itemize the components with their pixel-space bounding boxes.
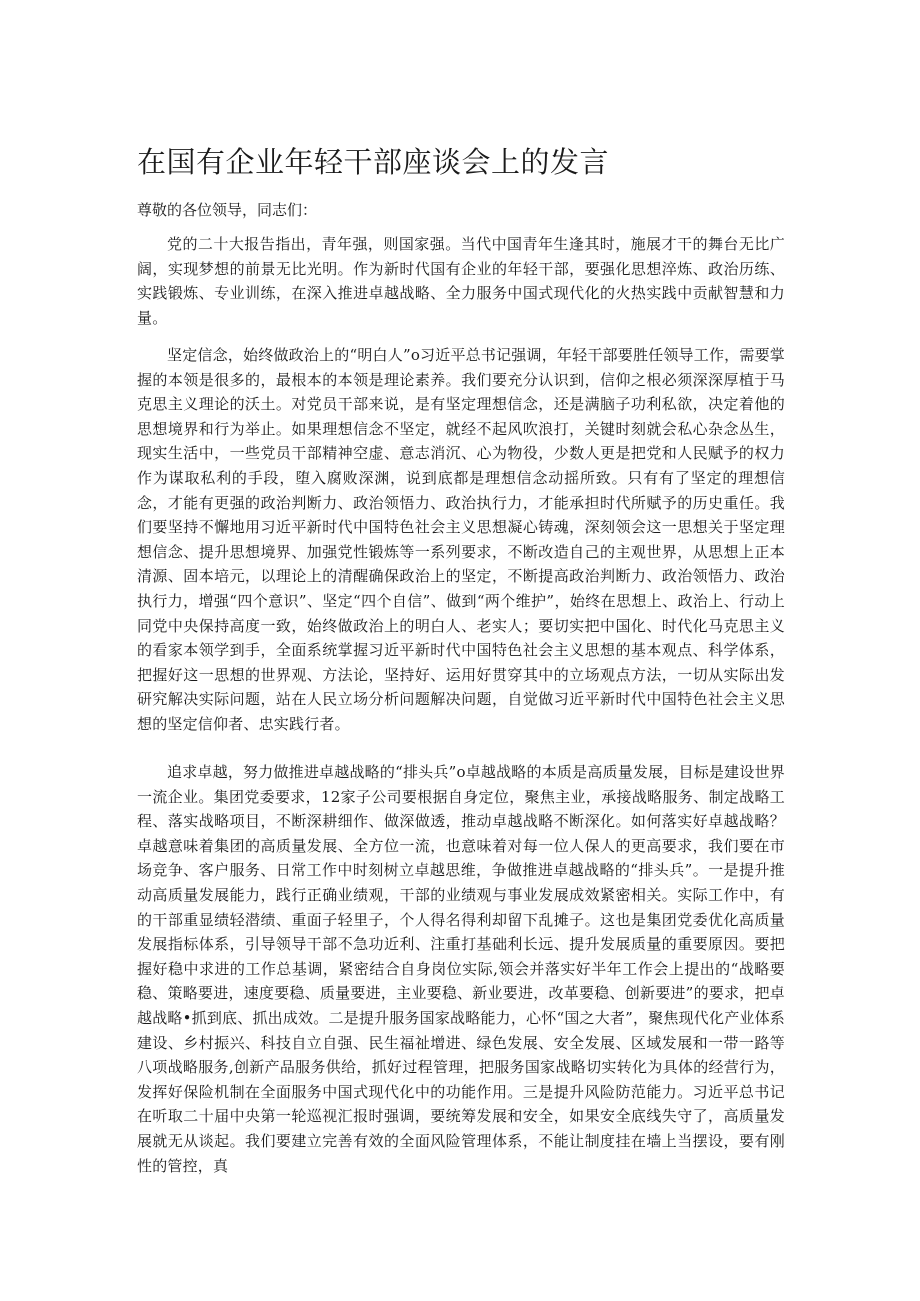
document-title: 在国有企业年轻干部座谈会上的发言 (137, 145, 610, 179)
paragraph-pursue-excellence: 追求卓越，努力做推进卓越战略的“排头兵”o卓越战略的本质是高质量发展，目标是建设世界一流企业。集团党委要求，12家子公司要根据自身定位，聚焦主业，承接战略服务、制定战略工程、落实战略项目，不断深耕细作、做深做透，推动卓越战略不断深化。如何落实好卓越战略？卓越意味着集团的高质量发展、全方位一流，也意味着对每一位人保人的更高要求，我们要在市场竞争、客户服务、日常工作中时刻树立卓越思维，争做推进卓越战略的“排头兵”。一是提升推动高质量发展能力，践行正确业绩观，干部的业绩观与事业发展成效紧密相关。实际工作中，有的干部重显绩轻潜绩、重面子轻里子，个人得名得利却留下乱摊子。这也是集团党委优化高质量发展指标体系，引导领导干部不急功近利、注重打基础利长远、提升发展质量的重要原因。要把握好稳中求进的工作总基调，紧密结合自身岗位实际,领会并落实好半年工作会上提出的“战略要稳、策略要进，速度要稳、质量要进，主业要稳、新业要进，改革要稳、创新要进”的要求，把卓越战略•抓到底、抓出成效。二是提升服务国家战略能力，心怀“国之大者”，聚焦现代化产业体系建设、乡村振兴、科技自立自强、民生福祉增进、绿色发展、安全发展、区域发展和一带一路等八项战略服务,创新产品服务供给，抓好过程管理，把服务国家战略切实转化为具体的经营行为，发挥好保险机制在全面服务中国式现代化中的功能作用。三是提升风险防范能力。习近平总书记在听取二十届中央第一轮巡视汇报时强调，要统筹发展和安全，如果安全底线失守了，高质量发展就无从谈起。我们要建立完善有效的全面风险管理体系，不能让制度挂在墙上当摆设，要有刚性的管控，真 (137, 763, 785, 1175)
paragraph-intro: 党的二十大报告指出，青年强，则国家强。当代中国青年生逢其时，施展才干的舞台无比广阔，实现梦想的前景无比光明。作为新时代国有企业的年轻干部，要强化思想淬炼、政治历练、实践锻炼、专业训练，在深入推进卓越战略、全力服务中国式现代化的火热实践中贡献智慧和力量。 (137, 235, 785, 327)
greeting: 尊敬的各位领导，同志们： (137, 201, 318, 219)
paragraph-firm-belief: 坚定信念，始终做政治上的“明白人”o习近平总书记强调，年轻干部要胜任领导工作，需要掌握的本领是很多的，最根本的本领是理论素养。我们要充分认识到，信仰之根必须深深厚植于马克思主义理论的沃土。对党员干部来说，是有坚定理想信念，还是满脑子功利私欲，决定着他的思想境界和行为举止。如果理想信念不坚定，就经不起风吹浪打，关键时刻就会私心杂念丛生，现实生活中，一些党员干部精神空虚、意志消沉、心为物役，少数人更是把党和人民赋予的权力作为谋取私利的手段，堕入腐败深渊，说到底都是理想信念动摇所致。只有有了坚定的理想信念，才能有更强的政治判断力、政治领悟力、政治执行力，才能承担时代所赋予的历史重任。我们要坚持不懈地用习近平新时代中国特色社会主义思想凝心铸魂，深刻领会这一思想关于坚定理想信念、提升思想境界、加强党性锻炼等一系列要求，不断改造自己的主观世界，从思想上正本清源、固本培元，以理论上的清醒确保政治上的坚定，不断提高政治判断力、政治领悟力、政治执行力，增强“四个意识”、坚定“四个自信”、做到“两个维护”，始终在思想上、政治上、行动上同党中央保持高度一致，始终做政治上的明白人、老实人；要切实把中国化、时代化马克思主义的看家本领学到手，全面系统掌握习近平新时代中国特色社会主义思想的基本观点、科学体系，把握好这一思想的世界观、方法论，坚持好、运用好贯穿其中的立场观点方法，一切从实际出发研究解决实际问题，站在人民立场分析问题解决问题，自觉做习近平新时代中国特色社会主义思想的坚定信仰者、忠实践行者。 (137, 346, 785, 733)
